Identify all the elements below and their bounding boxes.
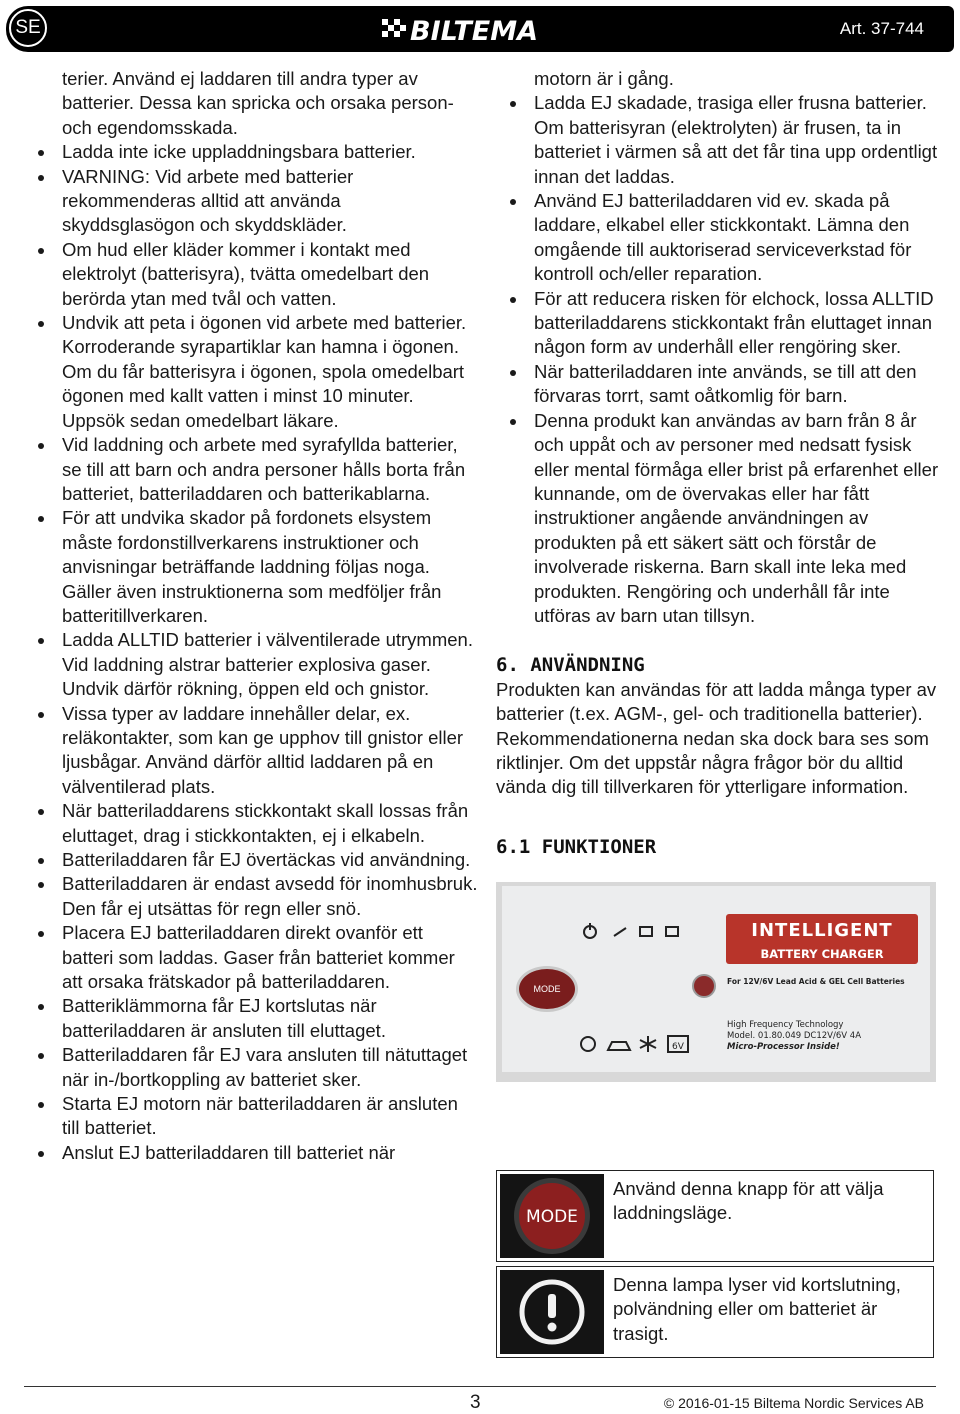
left-item: Om hud eller kläder kommer i kontakt med elektrolyt (batterisyra), tvätta omedelbart den berörda ytan med tvål och vatten. (24, 238, 478, 311)
panel-spec: For 12V/6V Lead Acid & GEL Cell Batteries (727, 977, 905, 987)
right-item: motorn är i gång. (534, 68, 674, 89)
left-item: Vissa typer av laddare innehåller delar, ex. reläkontakter, som kan ge upphov till gnistor eller ljusbågar. Använd därför alltid laddaren på en välventilerad plats. (24, 702, 478, 800)
footer-rule (24, 1386, 936, 1387)
charger-panel-face (502, 886, 930, 1072)
panel-info-line-2: Model. 01.80.049 DC12V/6V 4A (727, 1031, 862, 1042)
mode-button-icon (500, 1174, 604, 1258)
panel-title: INTELLIGENT (751, 920, 893, 942)
left-item: terier. Använd ej laddaren till andra typer av batterier. Dessa kan spricka och orsaka person- och egendomsskada. (62, 68, 454, 138)
left-item: Undvik att peta i ögonen vid arbete med batterier. Korroderande syrapartiklar kan hamna i ögonen. Om du får batterisyra i ögonen, spola omedelbart ögonen med kallt vatten i minst 10 minuter. Uppsök sedan omedelbart läkare. (24, 311, 478, 433)
left-item: Placera EJ batteriladdaren direkt ovanför ett batteri som laddas. Gaser från batteriet kommer att orsaka frätskador på batteriladdaren. (24, 921, 478, 994)
panel-title-box (726, 914, 918, 964)
left-item: Ladda ALLTID batterier i välventilerade utrymmen. Vid laddning alstrar batterier explosiva gaser. Undvik därför rökning, öppen eld och gnistor. (24, 628, 478, 701)
left-item: Batteriklämmorna får EJ kortslutas när batteriladdaren är ansluten till eluttaget. (24, 994, 478, 1043)
page-number: 3 (470, 1392, 481, 1413)
svg-text:6V: 6V (672, 1042, 684, 1053)
svg-text:MODE: MODE (526, 1207, 578, 1227)
left-item: Anslut EJ batteriladdaren till batteriet när (24, 1141, 478, 1165)
article-number: Art. 37-744 (839, 19, 924, 38)
right-bullet-list (496, 67, 940, 628)
right-item: När batteriladdaren inte används, se till att den förvaras torrt, samt oåtkomlig för barn. (496, 360, 940, 409)
left-item: För att undvika skador på fordonets elsystem måste fordonstillverkarens instruktioner och anvisningar beträffande laddning följas noga. Gäller även instruktionerna som medföljer från batteritillverkaren. (24, 506, 478, 628)
copyright: © 2016-01-15 Biltema Nordic Services AB (663, 1395, 924, 1411)
header-bar (6, 6, 954, 52)
left-item: VARNING: Vid arbete med batterier rekommenderas alltid att använda skyddsglasögon och skyddskläder. (24, 165, 478, 238)
panel-warning-led (692, 974, 716, 998)
usage-paragraph: Produkten kan användas för att ladda många typer av batterier (t.ex. AGM-, gel- och traditionella batterier). Rekommendationerna nedan ska dock bara ses som riktlinjer. Om det uppstår några frågor bör du alltid vända dig till tillverkaren för ytterligare information. (496, 678, 937, 798)
mode-button-description: Använd denna knapp för att välja laddningsläge. (613, 1178, 884, 1224)
left-bullet-list (24, 67, 478, 1165)
panel-info-line-3: Micro-Processor Inside! (727, 1042, 840, 1053)
panel-info-line-1: High Frequency Technology (727, 1020, 844, 1031)
warning-lamp-icon (500, 1270, 604, 1354)
left-column (24, 67, 478, 1165)
right-column (496, 67, 940, 1082)
left-item: Vid laddning och arbete med syrafyllda batterier, se till att barn och andra personer hålls borta från batteriet, batteriladdaren och batterikablarna. (24, 433, 478, 506)
section-heading-usage: 6. ANVÄNDNING (496, 654, 645, 677)
svg-text:BILTEMA: BILTEMA (410, 16, 538, 44)
panel-top-icons (568, 918, 718, 948)
section-heading-functions: 6.1 FUNKTIONER (496, 835, 657, 858)
panel-bottom-icons (568, 1030, 718, 1060)
panel-subtitle: BATTERY CHARGER (760, 947, 884, 962)
warning-lamp-row (496, 1266, 934, 1358)
left-item: Batteriladdaren får EJ övertäckas vid användning. (24, 848, 478, 872)
biltema-logo (380, 14, 590, 44)
left-item: Ladda inte icke uppladdningsbara batterier. (24, 140, 478, 164)
left-item: Batteriladdaren är endast avsedd för inomhusbruk. Den får ej utsättas för regn eller snö. (24, 872, 478, 921)
mode-button-row (496, 1170, 934, 1262)
panel-mode-button: MODE (516, 966, 578, 1012)
warning-lamp-description: Denna lampa lyser vid kortslutning, polvändning eller om batteriet är trasigt. (613, 1274, 901, 1344)
left-item: Batteriladdaren får EJ vara ansluten till nätuttaget när in-/bortkoppling av batteriet sker. (24, 1043, 478, 1092)
charger-panel-image (496, 882, 936, 1082)
language-badge: SE (9, 9, 47, 47)
right-item: Ladda EJ skadade, trasiga eller frusna batterier. Om batterisyran (elektrolyten) är frusen, ta in batteriet i värmen så att det får tina upp ordentligt innan det laddas. (496, 91, 940, 189)
left-item: När batteriladdarens stickkontakt skall lossas från eluttaget, drag i stickkontakten, ej i elkabeln. (24, 799, 478, 848)
left-item: Starta EJ motorn när batteriladdaren är ansluten till batteriet. (24, 1092, 478, 1141)
right-item: Använd EJ batteriladdaren vid ev. skada på laddare, elkabel eller stickkontakt. Lämna den omgående till auktoriserad serviceverkstad för kontroll och/eller reparation. (496, 189, 940, 287)
right-item: Denna produkt kan användas av barn från 8 år och uppåt och av personer med nedsatt fysisk eller mental förmåga eller brist på erfarenhet eller kunnande, om de övervakas eller har fått instruktioner angående användningen av produkten på ett säkert sätt och förstår de involverade riskerna. Barn skall inte leka med produkten. Rengöring och underhåll får inte utföras av barn utan tillsyn. (496, 409, 940, 629)
panel-info (727, 1020, 861, 1053)
right-item: För att reducera risken för elchock, lossa ALLTID batteriladdarens stickkontakt från eluttaget innan någon form av underhåll eller rengöring sker. (496, 287, 940, 360)
